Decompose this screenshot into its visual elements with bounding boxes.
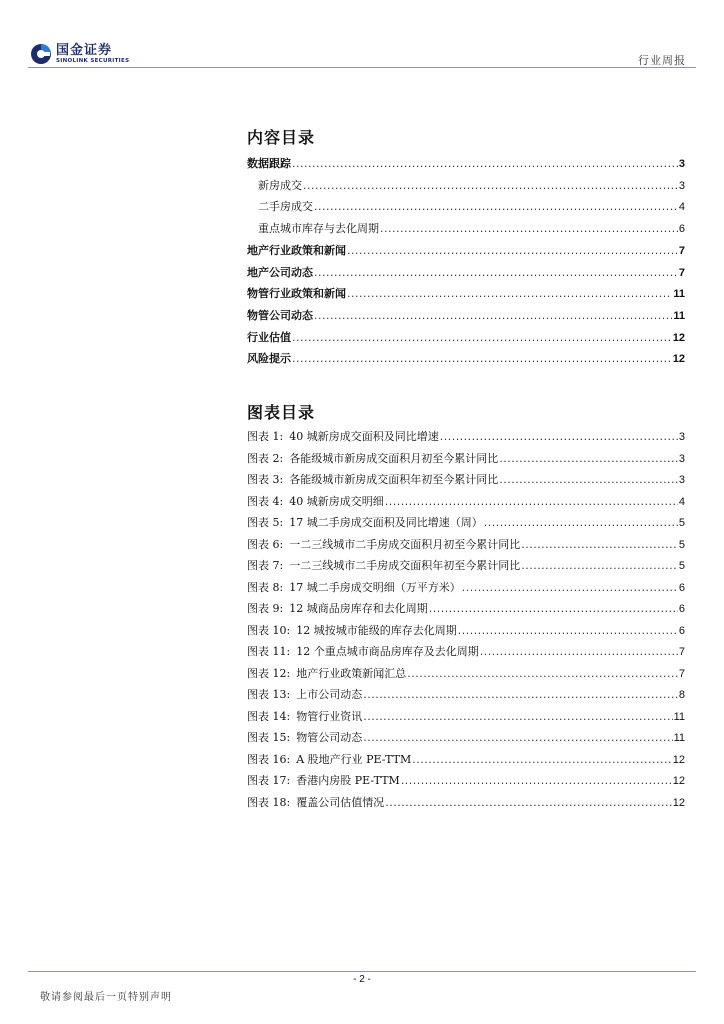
figure-entry[interactable]: [247, 708, 685, 724]
toc-entry[interactable]: [247, 307, 685, 323]
report-type: 行业周报: [638, 54, 686, 67]
toc-entry-label: 物管公司动态: [247, 308, 313, 322]
figure-entry-page: 7: [678, 646, 685, 658]
toc-entry[interactable]: [247, 198, 685, 214]
figure-entry[interactable]: [247, 579, 685, 595]
figure-entry-page: 6: [678, 581, 685, 594]
toc-entry-page: 7: [678, 266, 685, 279]
toc-entry-label: 重点城市库存与去化周期: [258, 222, 379, 236]
figure-entry-number: 图表 1:: [247, 430, 284, 443]
figure-entry-label: [247, 624, 457, 638]
toc-entry[interactable]: [247, 177, 685, 193]
figure-entry-label: [247, 430, 439, 444]
page-header: [0, 0, 724, 70]
figure-entry-title: 物管行业资讯: [296, 709, 363, 723]
figure-entry[interactable]: [247, 643, 685, 659]
figure-entry-title: 40 城新房成交明细: [289, 494, 384, 508]
figure-entry[interactable]: [247, 450, 685, 466]
figure-entry-label: [247, 731, 362, 745]
figure-entry-page: 11: [673, 710, 685, 723]
figure-entry-page: 12: [672, 775, 685, 787]
toc-entry-page: 7: [678, 244, 685, 257]
dot-leader: [429, 602, 678, 616]
figure-entry-number: 图表 12:: [247, 666, 291, 680]
figure-entry-title: 香港内房股 PE-TTM: [296, 774, 400, 787]
figure-entry-title: A 股地产行业 PE-TTM: [296, 752, 412, 766]
dot-leader: [521, 559, 678, 573]
logo-chinese-name: 国金证券: [56, 42, 113, 58]
figure-entry[interactable]: [247, 751, 685, 767]
toc-entry-label: 地产公司动态: [247, 265, 313, 279]
figure-entry-title: 地产行业政策新闻汇总: [296, 666, 407, 680]
figure-entry-title: 12 城按城市能级的库存去化周期: [296, 623, 457, 637]
figure-entry[interactable]: [247, 772, 685, 788]
figure-entry-page: 12: [672, 796, 685, 809]
toc-entry-page: 3: [678, 179, 685, 192]
figure-entry-title: 物管公司动态: [296, 731, 363, 744]
figure-entry[interactable]: [247, 665, 685, 681]
figure-entry[interactable]: [247, 794, 685, 810]
figure-entry-number: 图表 16:: [247, 752, 291, 766]
dot-leader: [480, 645, 678, 659]
dot-leader: [521, 538, 678, 552]
figure-entry[interactable]: [247, 600, 685, 616]
figure-entry-label: [247, 774, 400, 788]
dot-leader: [380, 222, 678, 236]
figure-entry-page: 8: [678, 689, 685, 701]
figure-entry-label: [247, 753, 411, 767]
page-number: - 2 -: [353, 974, 371, 985]
figure-entry-page: 3: [678, 431, 685, 443]
figure-entry-label: [247, 710, 362, 724]
dot-leader: [484, 516, 678, 530]
figure-entry-label: [247, 667, 406, 681]
figure-entry-title: 12 城商品房库存和去化周期: [289, 602, 428, 615]
figure-entry-label: [247, 473, 498, 487]
figure-entry-label: [247, 581, 461, 595]
figure-entry-page: 4: [678, 495, 685, 508]
dot-leader: [462, 581, 678, 595]
dot-leader: [499, 473, 678, 487]
figure-entry-number: 图表 17:: [247, 774, 291, 787]
figure-entry-title: 一二三线城市二手房成交面积年初至今累计同比: [289, 559, 521, 572]
figure-entry-page: 3: [678, 452, 685, 465]
figure-entry-title: 17 城二手房成交面积及同比增速（周）: [289, 516, 483, 529]
toc-entry[interactable]: [247, 329, 685, 345]
toc-entry-label: 二手房成交: [258, 200, 313, 214]
sinolink-logo-icon: [30, 43, 52, 65]
figure-entry-number: 图表 10:: [247, 623, 291, 637]
dot-leader: [412, 753, 672, 767]
toc-entry[interactable]: [247, 220, 685, 236]
figure-entry-page: 5: [678, 560, 685, 572]
dot-leader: [347, 244, 678, 258]
dot-leader: [314, 200, 678, 214]
figure-entry-title: 各能级城市新房成交面积年初至今累计同比: [289, 473, 499, 486]
dot-leader: [292, 157, 678, 171]
figure-entry-page: 11: [673, 732, 685, 744]
figures-title: 图表目录: [247, 403, 316, 422]
figure-entry-number: 图表 11:: [247, 645, 291, 658]
dot-leader: [292, 331, 672, 345]
figure-entry[interactable]: [247, 514, 685, 530]
figure-entry[interactable]: [247, 557, 685, 573]
dot-leader: [401, 774, 672, 788]
figure-entry-page: 3: [678, 474, 685, 486]
dot-leader: [385, 796, 672, 810]
figure-entry[interactable]: [247, 493, 685, 509]
figure-entry-number: 图表 8:: [247, 580, 284, 594]
toc-entry[interactable]: [247, 242, 685, 258]
figure-entry-label: [247, 559, 520, 573]
header-divider: [28, 67, 696, 68]
dot-leader: [303, 179, 678, 193]
dot-leader: [363, 731, 672, 745]
figure-entry-label: [247, 688, 362, 702]
figure-entry-page: 6: [678, 624, 685, 637]
figure-entry-page: 5: [678, 538, 685, 551]
figure-entry[interactable]: [247, 729, 685, 745]
toc-entry-label: 数据跟踪: [247, 157, 291, 170]
figure-entry-number: 图表 3:: [247, 473, 284, 486]
figure-entry[interactable]: [247, 471, 685, 487]
dot-leader: [499, 452, 678, 466]
figure-entry-title: 覆盖公司估值情况: [296, 795, 385, 809]
dot-leader: [292, 352, 672, 366]
dot-leader: [458, 624, 678, 638]
figure-entry[interactable]: [247, 686, 685, 702]
figure-entry-label: [247, 602, 428, 616]
toc-entry-label: 物管行业政策和新闻: [247, 287, 346, 301]
dot-leader: [314, 266, 678, 280]
figure-entry-label: [247, 495, 384, 509]
footer-divider: [28, 971, 696, 972]
contents-title: 内容目录: [247, 128, 316, 147]
figure-entry[interactable]: [247, 622, 685, 638]
figure-entry-number: 图表 15:: [247, 731, 291, 744]
toc-entry-page: 11: [673, 309, 685, 322]
toc-entry[interactable]: [247, 285, 685, 301]
figure-entry-title: 40 城新房成交面积及同比增速: [289, 430, 439, 443]
dot-leader: [347, 287, 672, 301]
figure-entry-page: 6: [678, 603, 685, 615]
toc-entry-page: 6: [678, 223, 685, 236]
figure-entry-number: 图表 5:: [247, 516, 284, 529]
figure-entry-number: 图表 7:: [247, 559, 284, 572]
figure-entry-number: 图表 9:: [247, 602, 284, 615]
figure-entry[interactable]: [247, 428, 685, 444]
figure-entry-title: 各能级城市新房成交面积月初至今累计同比: [289, 451, 499, 465]
dot-leader: [385, 495, 678, 509]
toc-entry-label: 地产行业政策和新闻: [247, 243, 346, 257]
toc-entry-page: 11: [673, 288, 685, 301]
toc-entry[interactable]: [247, 350, 685, 366]
figure-entry-label: [247, 452, 498, 466]
toc-entry-page: 4: [678, 201, 685, 214]
figure-entry-label: [247, 645, 479, 659]
toc-entry-page: 12: [672, 353, 685, 366]
dot-leader: [363, 688, 678, 702]
toc-entry[interactable]: [247, 264, 685, 280]
figure-entry-number: 图表 13:: [247, 688, 291, 701]
figure-entry-number: 图表 4:: [247, 494, 284, 508]
figure-entry-number: 图表 2:: [247, 451, 284, 465]
sinolink-logo: [30, 42, 129, 66]
toc-entry[interactable]: [247, 155, 685, 171]
toc-entry-label: 新房成交: [258, 178, 302, 192]
toc-entry-page: 12: [672, 331, 685, 344]
figure-entry-label: [247, 538, 520, 552]
dot-leader: [407, 667, 678, 681]
figure-entry[interactable]: [247, 536, 685, 552]
figure-entry-label: [247, 516, 483, 530]
logo-english-name: SINOLINK SECURITIES: [56, 57, 130, 64]
figure-entry-title: 17 城二手房成交明细（万平方米）: [289, 580, 461, 594]
dot-leader: [363, 710, 672, 724]
figure-entry-title: 上市公司动态: [296, 688, 363, 701]
dot-leader: [440, 430, 678, 444]
figure-entry-title: 一二三线城市二手房成交面积月初至今累计同比: [289, 537, 521, 551]
figure-entry-page: 12: [672, 753, 685, 766]
toc-entry-page: 3: [678, 158, 685, 170]
figure-entry-title: 12 个重点城市商品房库存及去化周期: [296, 645, 479, 658]
figure-entry-number: 图表 6:: [247, 537, 284, 551]
figure-entry-page: 5: [678, 517, 685, 529]
figure-entry-label: [247, 796, 384, 810]
toc-entry-label: 行业估值: [247, 330, 291, 344]
disclaimer-note: 敬请参阅最后一页特别声明: [40, 992, 172, 1003]
figure-entry-page: 7: [678, 667, 685, 680]
dot-leader: [314, 309, 672, 323]
figure-entry-number: 图表 18:: [247, 795, 291, 809]
figure-entry-number: 图表 14:: [247, 709, 291, 723]
toc-entry-label: 风险提示: [247, 352, 291, 366]
